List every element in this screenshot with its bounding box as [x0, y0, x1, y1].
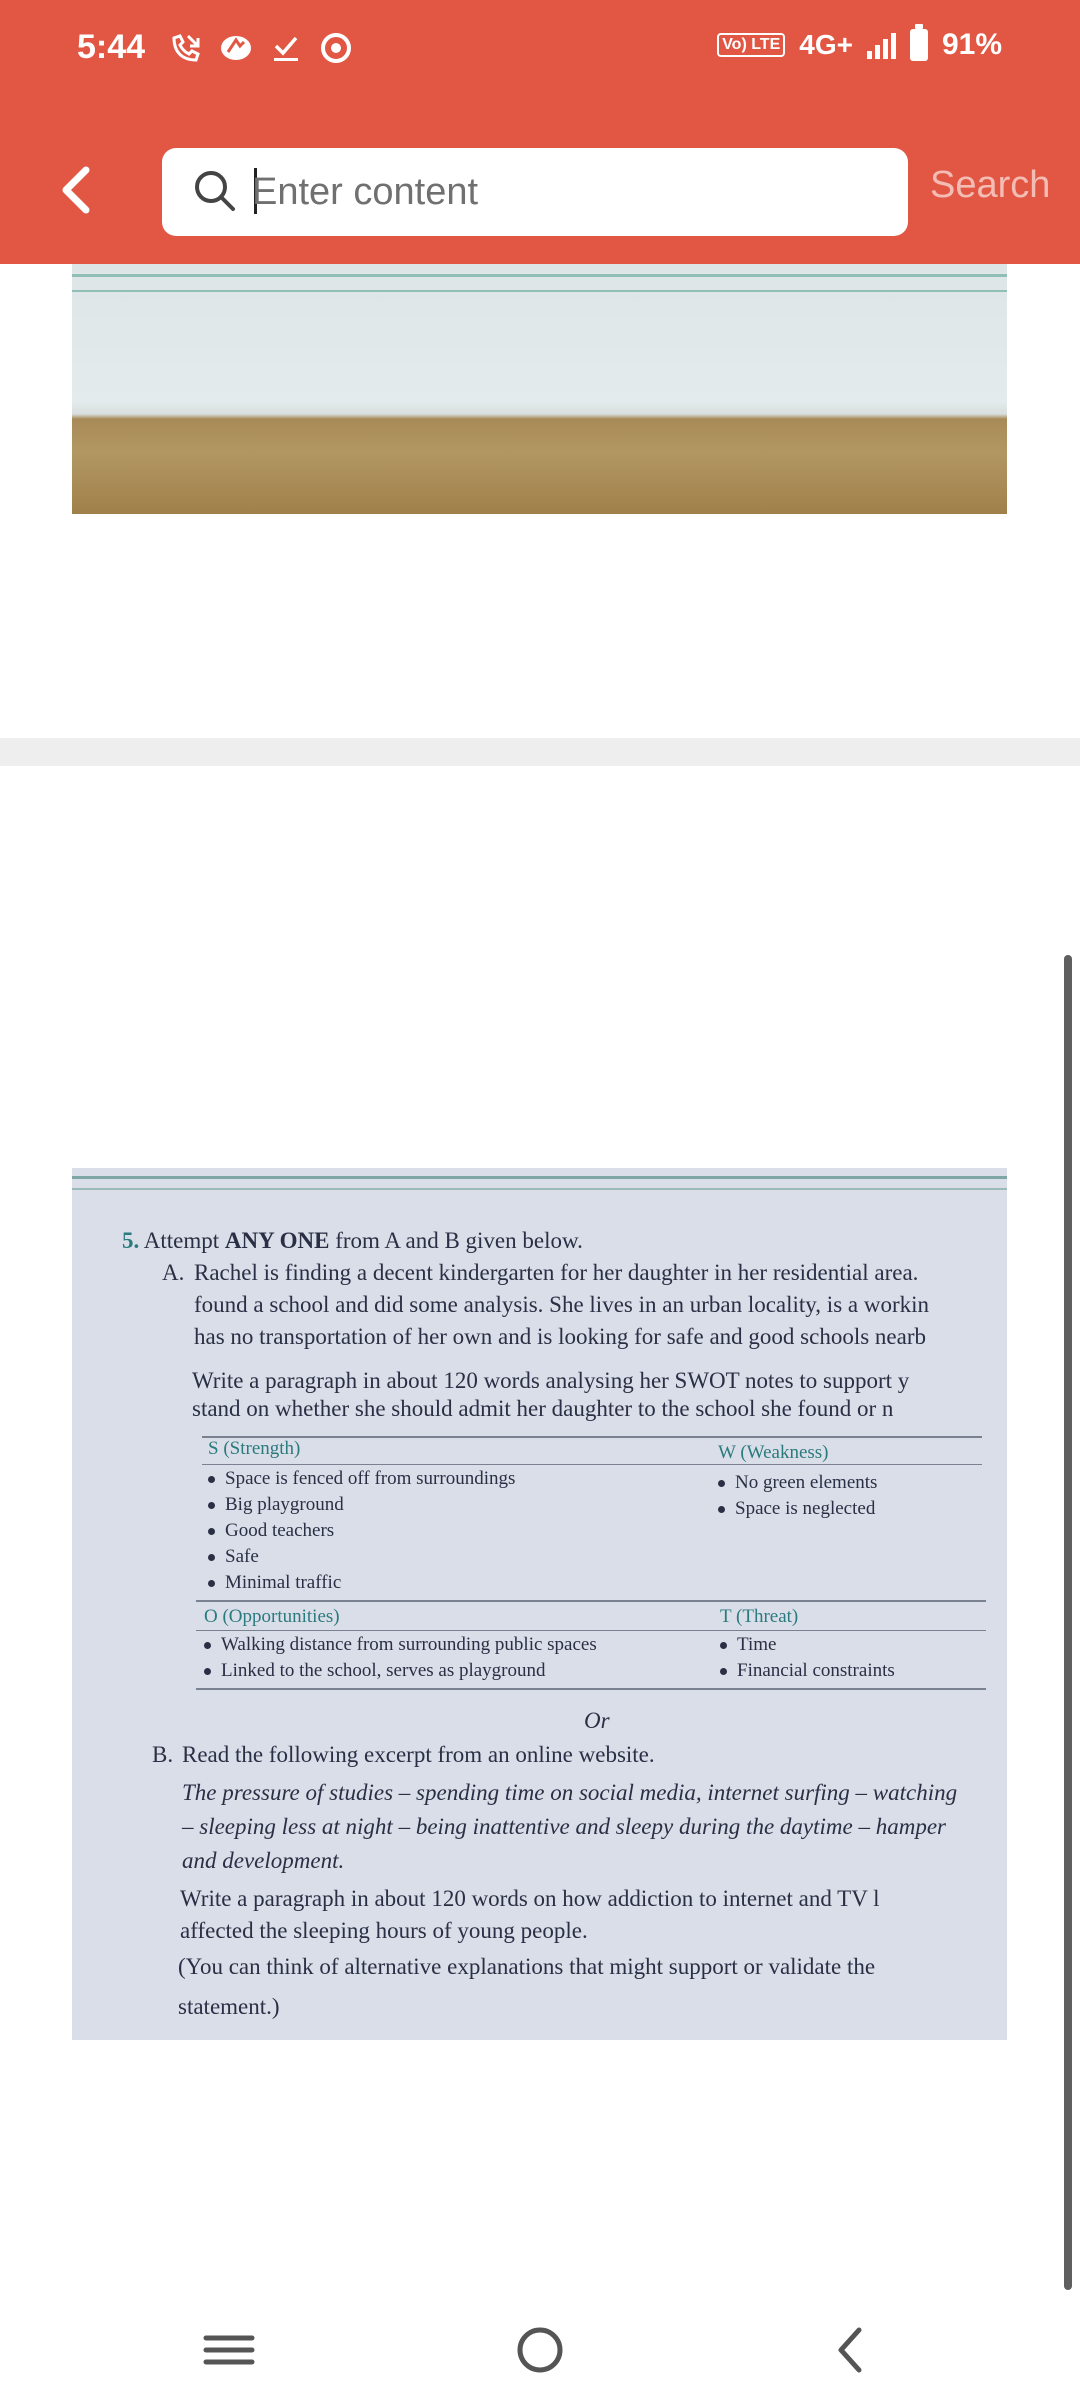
option-b-line: affected the sleeping hours of young people.: [180, 1918, 588, 1943]
status-bar: [0, 0, 1080, 100]
status-time: 5:44: [77, 28, 146, 66]
swot-w-title: W (Weakness): [718, 1442, 829, 1463]
option-a-label: A.: [162, 1260, 185, 1285]
list-item: Safe: [208, 1546, 259, 1568]
option-a-line: Write a paragraph in about 120 words analysing her SWOT notes to support y: [192, 1368, 910, 1393]
battery-level: 91%: [941, 28, 1002, 61]
list-item: Space is fenced off from surroundings: [208, 1468, 515, 1490]
list-item: Minimal traffic: [208, 1572, 341, 1594]
quote-line: – sleeping less at night – being inattentive and sleepy during the daytime – hamper: [182, 1814, 946, 1839]
home-button[interactable]: [505, 2320, 575, 2380]
chrome-icon: [318, 30, 354, 66]
swot-t-title: T (Threat): [720, 1606, 799, 1627]
option-b-line: (You can think of alternative explanations that might support or validate the: [178, 1954, 876, 1979]
search-header: [0, 100, 1080, 264]
scrollbar[interactable]: [1064, 955, 1072, 2290]
quote-line: and development.: [182, 1848, 345, 1873]
list-item: Good teachers: [208, 1520, 334, 1542]
quote-line: The pressure of studies – spending time on social media, internet surfing – watching: [182, 1780, 958, 1805]
chevron-left-icon: [52, 160, 102, 220]
option-b-line: Write a paragraph in about 120 words on how addiction to internet and TV l: [180, 1886, 880, 1911]
recents-icon: [194, 2320, 264, 2380]
result-image-document[interactable]: [72, 1168, 1007, 2040]
option-a-line: stand on whether she should admit her daughter to the school she found or n: [192, 1396, 894, 1421]
section-divider: [0, 738, 1080, 766]
option-a-line: has no transportation of her own and is looking for safe and good schools nearb: [194, 1324, 927, 1349]
list-item: Walking distance from surrounding public spaces: [204, 1634, 597, 1656]
back-button[interactable]: [52, 160, 102, 220]
option-a-line: found a school and did some analysis. She lives in an urban locality, is a workin: [194, 1292, 930, 1317]
option-b-label: B.: [152, 1742, 174, 1767]
or-separator: Or: [584, 1708, 610, 1733]
search-box[interactable]: [162, 148, 908, 236]
navigation-bar: [0, 2290, 1080, 2408]
swot-o-title: O (Opportunities): [204, 1606, 340, 1627]
battery-icon: [910, 29, 928, 61]
search-input[interactable]: [252, 148, 892, 236]
status-indicators: [717, 28, 1002, 62]
option-a-line: Rachel is finding a decent kindergarten for her daughter in her residential area.: [194, 1260, 919, 1285]
result-image-top[interactable]: [72, 264, 1007, 514]
search-icon: [192, 168, 238, 214]
list-item: Financial constraints: [720, 1660, 895, 1682]
list-item: No green elements: [718, 1472, 877, 1494]
back-nav-button[interactable]: [815, 2320, 885, 2380]
search-button[interactable]: Search: [930, 164, 1051, 206]
list-item: Space is neglected: [718, 1498, 875, 1520]
volte-icon: Vo) LTE: [717, 33, 785, 57]
network-type: 4G+: [799, 29, 853, 60]
recents-button[interactable]: [194, 2320, 264, 2380]
option-b-line: Read the following excerpt from an online website.: [182, 1742, 655, 1767]
app-icon: [218, 30, 254, 66]
signal-icon: [867, 31, 896, 59]
home-icon: [505, 2320, 575, 2380]
status-notification-icons: [168, 30, 354, 66]
list-item: Time: [720, 1634, 776, 1656]
list-item: Linked to the school, serves as playground: [204, 1660, 546, 1682]
list-item: Big playground: [208, 1494, 344, 1516]
option-b-line: statement.): [178, 1994, 280, 2019]
phone-missed-icon: [168, 30, 204, 66]
swot-s-title: S (Strength): [208, 1438, 301, 1459]
back-icon: [815, 2320, 885, 2380]
download-done-icon: [268, 30, 304, 66]
question-line: 5. Attempt ANY ONE from A and B given below.: [122, 1228, 583, 1253]
